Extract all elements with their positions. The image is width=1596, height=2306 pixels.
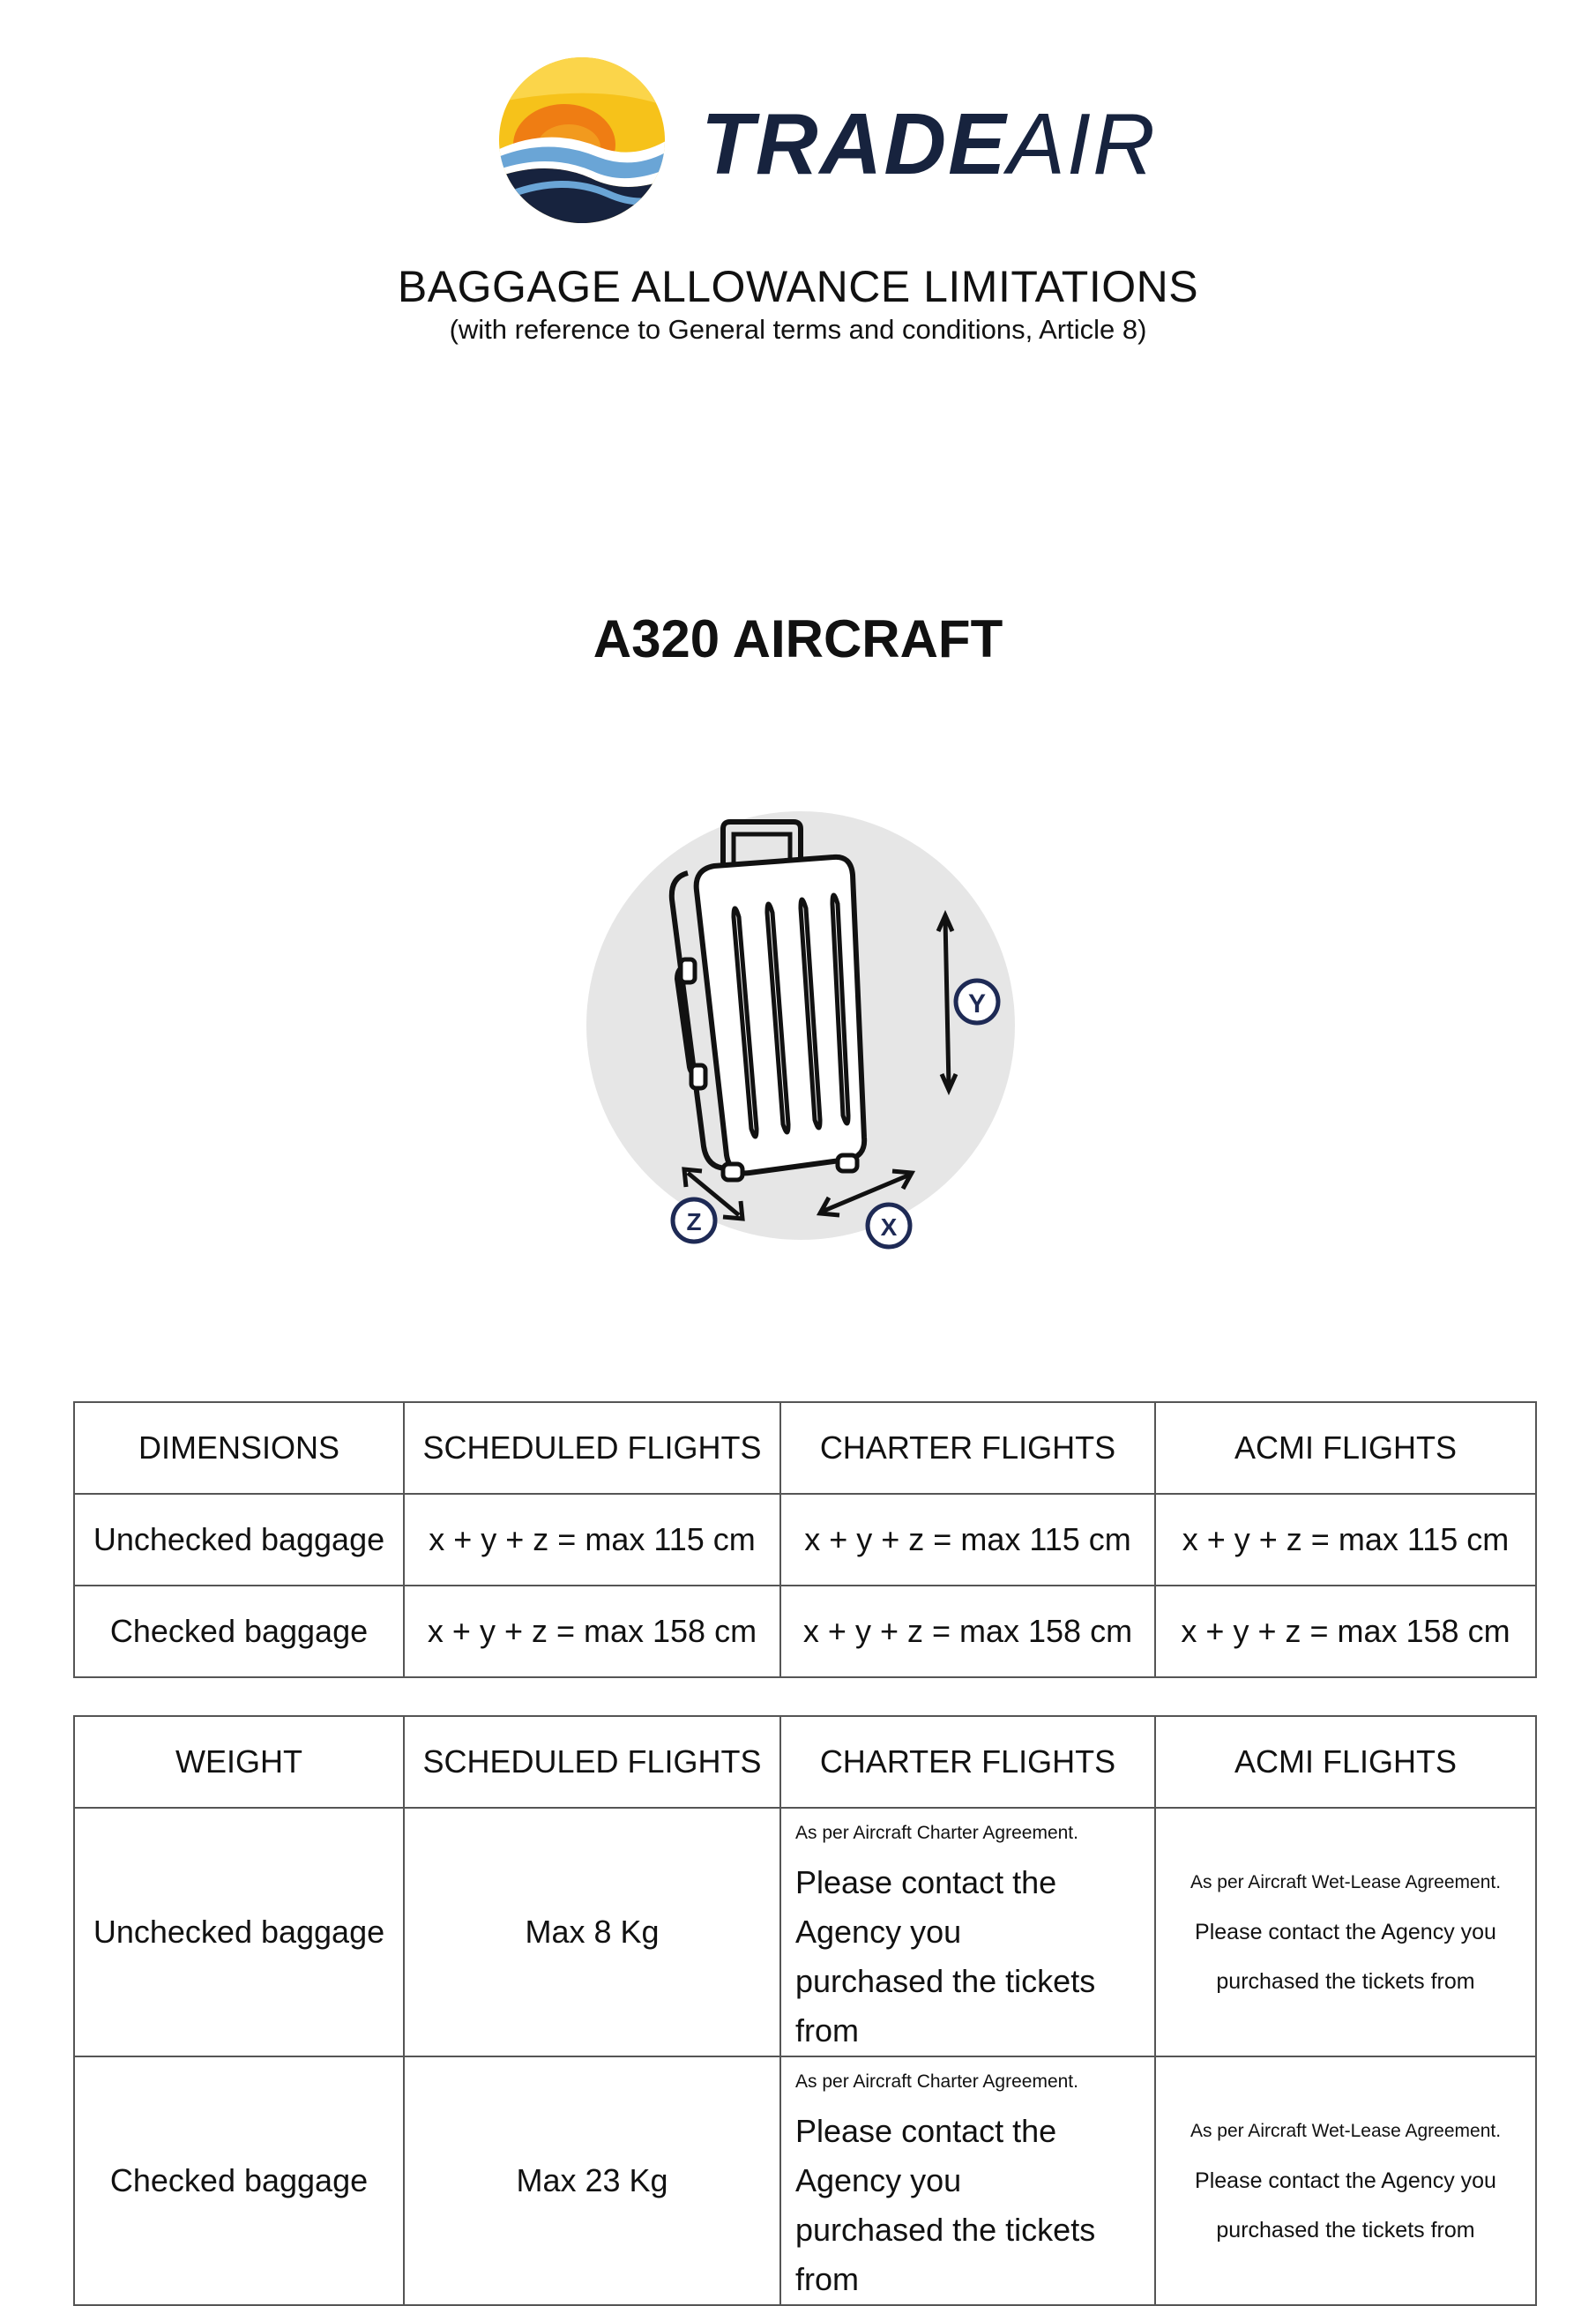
table-header-row xyxy=(74,1402,1536,1494)
table-cell: x + y + z = max 158 cm xyxy=(404,1586,780,1677)
table-row xyxy=(74,1494,1536,1586)
note-line: As per Aircraft Wet-Lease Agreement. xyxy=(1190,2121,1502,2141)
row-label: Unchecked baggage xyxy=(74,1808,404,2056)
charter-flights-header: CHARTER FLIGHTS xyxy=(780,1402,1155,1494)
scheduled-flights-header: SCHEDULED FLIGHTS xyxy=(404,1716,780,1808)
charter-note xyxy=(780,1808,1155,2056)
acmi-note xyxy=(1155,1808,1536,2056)
table-row xyxy=(74,2056,1536,2305)
table-cell: Max 23 Kg xyxy=(404,2056,780,2305)
charter-note xyxy=(780,2056,1155,2305)
row-label: Checked baggage xyxy=(74,2056,404,2305)
tradeair-logo xyxy=(494,55,1157,227)
note-line: Please contact the Agency you xyxy=(795,2113,1057,2198)
weight-table xyxy=(73,1715,1537,2306)
table-row xyxy=(74,1808,1536,2056)
logo-text-air: AIR xyxy=(1007,95,1157,192)
table-cell: x + y + z = max 158 cm xyxy=(780,1586,1155,1677)
note-line: As per Aircraft Wet-Lease Agreement. xyxy=(1190,1872,1502,1892)
weight-header: WEIGHT xyxy=(74,1716,404,1808)
note-line: Please contact the Agency you xyxy=(795,1864,1057,1950)
row-label: Unchecked baggage xyxy=(74,1494,404,1586)
logo-wordmark xyxy=(701,94,1157,194)
acmi-note xyxy=(1155,2056,1536,2305)
note-line: purchased the tickets from xyxy=(795,1963,1096,2049)
dimensions-header: DIMENSIONS xyxy=(74,1402,404,1494)
note-line: Please contact the Agency you xyxy=(1195,2168,1496,2193)
acmi-flights-header: ACMI FLIGHTS xyxy=(1155,1402,1536,1494)
aircraft-heading: A320 AIRCRAFT xyxy=(593,609,1003,668)
z-label: Z xyxy=(686,1208,702,1235)
dimensions-table xyxy=(73,1401,1537,1678)
x-label: X xyxy=(880,1213,898,1241)
table-cell: x + y + z = max 158 cm xyxy=(1155,1586,1536,1677)
acmi-flights-header: ACMI FLIGHTS xyxy=(1155,1716,1536,1808)
note-line: purchased the tickets from xyxy=(1216,1969,1475,1994)
page-title: BAGGAGE ALLOWANCE LIMITATIONS xyxy=(397,262,1199,311)
note-line: purchased the tickets from xyxy=(1216,2218,1475,2243)
scheduled-flights-header: SCHEDULED FLIGHTS xyxy=(404,1402,780,1494)
table-cell: Max 8 Kg xyxy=(404,1808,780,2056)
logo-text-trade: TRADE xyxy=(701,95,1008,192)
table-cell: x + y + z = max 115 cm xyxy=(404,1494,780,1586)
suitcase-icon xyxy=(582,811,1023,1252)
note-line: purchased the tickets from xyxy=(795,2212,1096,2297)
note-line: As per Aircraft Charter Agreement. xyxy=(795,1823,1078,1843)
suitcase-illustration xyxy=(582,811,1023,1257)
logo-emblem-icon xyxy=(494,55,670,227)
table-cell: x + y + z = max 115 cm xyxy=(1155,1494,1536,1586)
y-label: Y xyxy=(967,989,987,1019)
table-cell: x + y + z = max 115 cm xyxy=(780,1494,1155,1586)
note-line: As per Aircraft Charter Agreement. xyxy=(795,2071,1078,2092)
page-subtitle: (with reference to General terms and conditions, Article 8) xyxy=(449,314,1147,345)
row-label: Checked baggage xyxy=(74,1586,404,1677)
table-header-row xyxy=(74,1716,1536,1808)
note-line: Please contact the Agency you xyxy=(1195,1920,1496,1944)
charter-flights-header: CHARTER FLIGHTS xyxy=(780,1716,1155,1808)
table-row xyxy=(74,1586,1536,1677)
